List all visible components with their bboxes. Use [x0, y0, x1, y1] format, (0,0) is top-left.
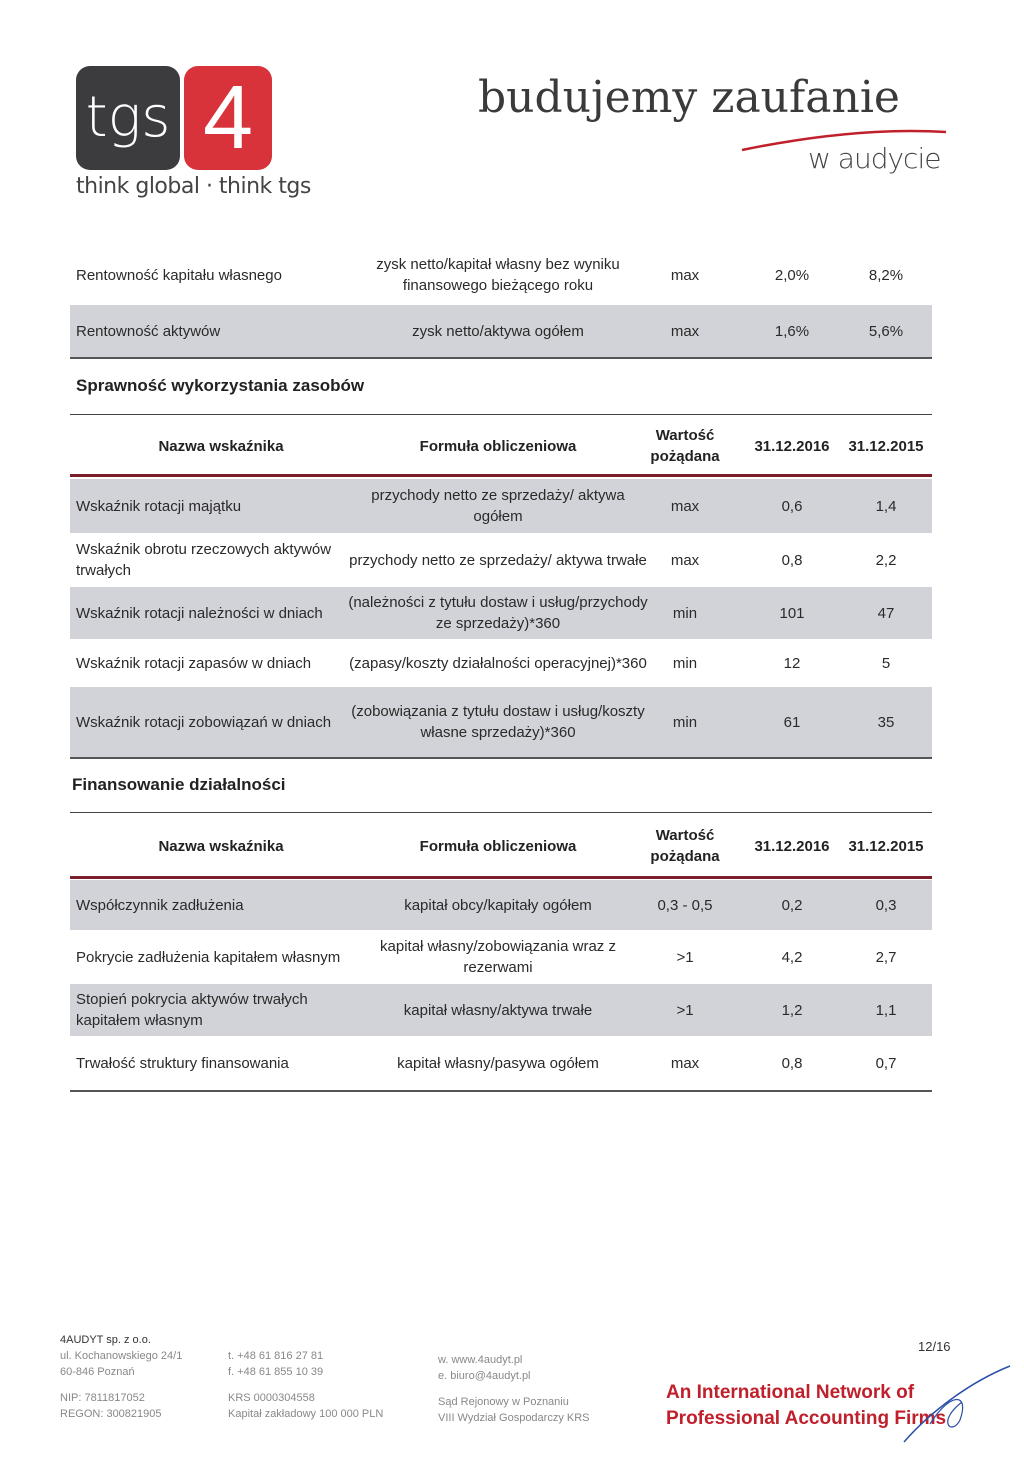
table-row	[70, 639, 932, 687]
indicator-formula: zysk netto/aktywa ogółem	[412, 322, 584, 340]
value-2016: 0,6	[781, 497, 803, 515]
value-2016: 4,2	[781, 948, 803, 966]
header-formula: Formuła obliczeniowa	[419, 837, 577, 855]
indicator-formula: kapitał własny/zobowiązania wraz z rezerwami	[380, 938, 616, 976]
footer-nip: NIP: 7811817052	[60, 1392, 145, 1404]
network-line2: Professional Accounting Firms	[666, 1408, 947, 1429]
logo-four-text: 4	[202, 68, 254, 168]
header-desired: Wartość pożądana	[650, 827, 720, 865]
table-bottom-rule	[70, 757, 932, 759]
value-2015: 5	[881, 654, 891, 672]
header-rule	[70, 876, 932, 879]
value-2016: 61	[783, 713, 801, 731]
table-row	[70, 984, 932, 1036]
table-row	[70, 479, 932, 533]
value-2015: 47	[877, 604, 895, 622]
table-row	[70, 1036, 932, 1090]
indicator-desired: min	[672, 713, 698, 731]
indicator-desired: >1	[676, 948, 694, 966]
footer-company: 4AUDYT sp. z o.o.	[60, 1334, 151, 1346]
value-2015: 1,1	[875, 1001, 897, 1019]
indicator-name: Wskaźnik rotacji majątku	[76, 497, 242, 515]
indicator-name: Trwałość struktury finansowania	[76, 1054, 289, 1072]
indicator-desired: min	[672, 654, 698, 672]
logo-four	[184, 66, 272, 170]
value-2015: 2,2	[875, 551, 897, 569]
indicator-desired: max	[670, 497, 700, 515]
table-header	[70, 420, 932, 472]
header-formula: Formuła obliczeniowa	[419, 437, 577, 455]
footer-website: w. www.4audyt.pl	[438, 1354, 523, 1366]
footer-company-block	[60, 1332, 182, 1422]
indicator-desired: 0,3 - 0,5	[657, 896, 713, 914]
footer-court-line2: VIII Wydział Gospodarczy KRS	[438, 1412, 590, 1424]
indicator-desired: min	[672, 604, 698, 622]
table-row	[70, 687, 932, 757]
table-header	[70, 820, 932, 872]
value-2016: 1,6%	[774, 322, 810, 340]
header-name: Nazwa wskaźnika	[158, 437, 284, 455]
table-row	[70, 246, 932, 304]
table-row	[70, 880, 932, 930]
header-rule	[70, 474, 932, 477]
logo-tagline: think global · think tgs	[76, 174, 311, 199]
indicator-name: Rentowność kapitału własnego	[76, 266, 282, 284]
indicator-name: Wskaźnik obrotu rzeczowych aktywów trwałych	[76, 541, 332, 579]
indicator-formula: kapitał własny/pasywa ogółem	[397, 1054, 599, 1072]
value-2015: 5,6%	[868, 322, 904, 340]
indicator-formula: przychody netto ze sprzedaży/ aktywa ogółem	[371, 487, 625, 525]
section-rule	[70, 414, 932, 415]
indicator-name: Stopień pokrycia aktywów trwałych kapitałem własnym	[76, 991, 308, 1029]
logo-tgs-text: tgs	[85, 85, 171, 150]
value-2015: 35	[877, 713, 895, 731]
value-2015: 0,7	[875, 1054, 897, 1072]
footer-capital: Kapitał zakładowy 100 000 PLN	[228, 1408, 384, 1420]
footer-email: e. biuro@4audyt.pl	[438, 1370, 531, 1382]
network-line1: An International Network of	[666, 1382, 915, 1403]
indicator-formula: kapitał obcy/kapitały ogółem	[404, 896, 592, 914]
indicator-formula: (zapasy/koszty działalności operacyjnej)*360	[349, 654, 647, 672]
section-title: Finansowanie działalności	[72, 775, 286, 794]
footer-court-line1: Sąd Rejonowy w Poznaniu	[438, 1396, 569, 1408]
indicator-desired: max	[670, 322, 700, 340]
indicator-name: Wskaźnik rotacji zapasów w dniach	[76, 654, 312, 672]
indicator-name: Współczynnik zadłużenia	[76, 896, 244, 914]
indicator-name: Pokrycie zadłużenia kapitałem własnym	[76, 948, 341, 966]
header-motto: budujemy zaufanie	[478, 72, 900, 123]
footer-regon: REGON: 300821905	[60, 1408, 162, 1420]
header-year-2015: 31.12.2015	[848, 437, 924, 455]
indicator-formula: (należności z tytułu dostaw i usług/przychody ze sprzedaży)*360	[348, 594, 648, 632]
table-row	[70, 587, 932, 639]
header-desired: Wartość pożądana	[650, 427, 720, 465]
header-year-2016: 31.12.2016	[754, 437, 830, 455]
value-2015: 8,2%	[868, 266, 904, 284]
page-number: 12/16	[918, 1339, 951, 1354]
indicator-desired: >1	[676, 1001, 694, 1019]
header-motto-sub: w audycie	[808, 142, 941, 175]
footer-fax: f. +48 61 855 10 39	[228, 1366, 324, 1378]
header-year-2015: 31.12.2015	[848, 837, 924, 855]
network-swoosh-icon	[890, 1362, 1014, 1446]
indicator-name: Wskaźnik rotacji należności w dniach	[76, 604, 323, 622]
table-bottom-rule	[70, 1090, 932, 1092]
footer-phone: t. +48 61 816 27 81	[228, 1350, 324, 1362]
value-2016: 0,8	[781, 1054, 803, 1072]
value-2016: 101	[779, 604, 805, 622]
indicator-desired: max	[670, 1054, 700, 1072]
footer-contact-block	[228, 1348, 383, 1422]
header-year-2016: 31.12.2016	[754, 837, 830, 855]
indicator-desired: max	[670, 551, 700, 569]
table-row	[70, 305, 932, 357]
indicator-name: Wskaźnik rotacji zobowiązań w dniach	[76, 713, 332, 731]
value-2015: 2,7	[875, 948, 897, 966]
section-rule	[70, 812, 932, 813]
indicator-desired: max	[670, 266, 700, 284]
value-2016: 12	[783, 654, 801, 672]
logo-tgs	[76, 66, 180, 170]
value-2015: 0,3	[875, 896, 897, 914]
value-2016: 0,8	[781, 551, 803, 569]
indicator-formula: kapitał własny/aktywa trwałe	[403, 1001, 593, 1019]
value-2015: 1,4	[875, 497, 897, 515]
table-row	[70, 533, 932, 587]
indicator-formula: (zobowiązania z tytułu dostaw i usług/koszty własne sprzedaży)*360	[351, 703, 645, 741]
footer-web-block	[438, 1352, 590, 1426]
footer-krs: KRS 0000304558	[228, 1392, 315, 1404]
section-title: Sprawność wykorzystania zasobów	[76, 376, 365, 395]
footer-address-line1: ul. Kochanowskiego 24/1	[60, 1350, 183, 1362]
table-row	[70, 930, 932, 984]
header-name: Nazwa wskaźnika	[158, 837, 284, 855]
footer-address-line2: 60-846 Poznań	[60, 1366, 135, 1378]
indicator-formula: przychody netto ze sprzedaży/ aktywa trwałe	[349, 551, 647, 569]
indicator-name: Rentowność aktywów	[76, 322, 221, 340]
indicator-formula: zysk netto/kapitał własny bez wyniku finansowego bieżącego roku	[376, 256, 620, 294]
value-2016: 1,2	[781, 1001, 803, 1019]
value-2016: 2,0%	[774, 266, 810, 284]
value-2016: 0,2	[781, 896, 803, 914]
table-bottom-rule	[70, 357, 932, 359]
